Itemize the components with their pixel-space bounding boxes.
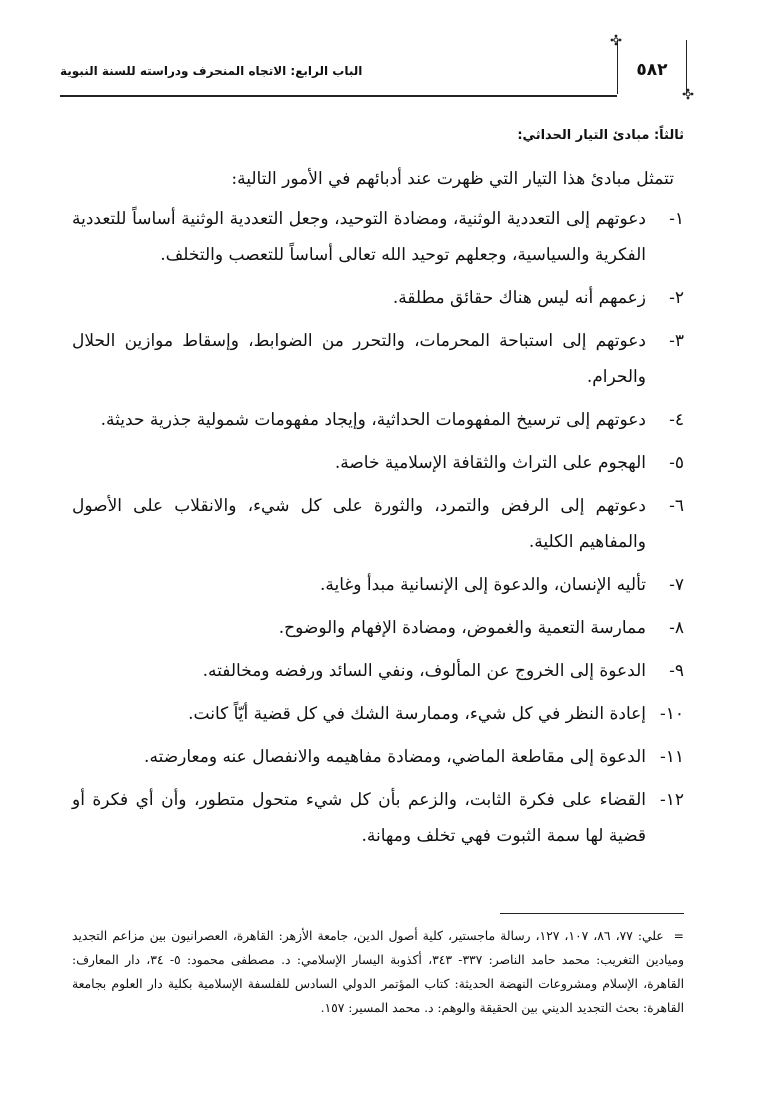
page-number: ٥٨٢ (636, 60, 668, 80)
chapter-title: الباب الرابع: الاتجاه المنحرف ودراسته للسنة النبوية (60, 64, 363, 78)
header-rule (60, 95, 617, 97)
item-number: ٨- (669, 618, 684, 638)
list-item (72, 567, 684, 603)
list-item (72, 488, 684, 560)
floral-ornament-icon (610, 34, 622, 46)
list-item (72, 201, 684, 273)
page-number-box (617, 40, 687, 94)
item-text: الدعوة إلى مقاطعة الماضي، ومضادة مفاهيمه والانفصال عنه ومعارضته. (144, 747, 646, 767)
item-number: ١١- (659, 747, 684, 767)
footnote-continuation-mark: = (673, 929, 684, 943)
item-text: ممارسة التعمية والغموض، ومضادة الإفهام والوضوح. (278, 618, 646, 638)
list-item (72, 323, 684, 395)
item-number: ٤- (669, 410, 684, 430)
main-content (72, 120, 684, 861)
principles-list (72, 201, 684, 854)
item-number: ١- (669, 209, 684, 229)
item-text: إعادة النظر في كل شيء، وممارسة الشك في كل قضية أيّاً كانت. (188, 704, 646, 724)
list-item (72, 402, 684, 438)
floral-ornament-icon (682, 88, 694, 100)
item-text: القضاء على فكرة الثابت، والزعم بأن كل شيء متحول متطور، وأن أي فكرة أو قضية لها سمة الثبوت فهي تخلف ومهانة. (72, 790, 646, 846)
list-item (72, 445, 684, 481)
item-number: ٣- (669, 331, 684, 351)
list-item (72, 782, 684, 854)
item-text: دعوتهم إلى الرفض والتمرد، والثورة على كل شيء، والانقلاب على الأصول والمفاهيم الكلية. (72, 496, 646, 552)
item-number: ٦- (669, 496, 684, 516)
footnote (72, 924, 684, 1020)
item-text: الدعوة إلى الخروج عن المألوف، ونفي السائد ورفضه ومخالفته. (202, 661, 646, 681)
list-item (72, 653, 684, 689)
intro-paragraph: تتمثل مبادئ هذا التيار التي ظهرت عند أدبائهم في الأمور التالية: (231, 169, 674, 189)
item-number: ١٠- (659, 704, 684, 724)
item-text: دعوتهم إلى استباحة المحرمات، والتحرر من الضوابط، وإسقاط موازين الحلال والحرام. (72, 331, 646, 387)
running-header (60, 40, 687, 100)
list-item (72, 696, 684, 732)
item-number: ٩- (669, 661, 684, 681)
item-text: زعمهم أنه ليس هناك حقائق مطلقة. (392, 288, 646, 308)
section-heading: ثالثاً: مبادئ التيار الحداثي: (517, 128, 684, 143)
list-item (72, 610, 684, 646)
footnote-rule (500, 913, 684, 914)
item-number: ١٢- (659, 790, 684, 810)
item-text: الهجوم على التراث والثقافة الإسلامية خاصة. (334, 453, 646, 473)
item-text: تأليه الإنسان، والدعوة إلى الإنسانية مبدأ وغاية. (319, 575, 646, 595)
footnote-text: علي: ٧٧، ٨٦، ١٠٧، ١٢٧، رسالة ماجستير، كلية أصول الدين، جامعة الأزهر: القاهرة، العصرانيون بين مزاعم التجديد وميادين التغريب: محمد حامد الناصر: ٣٣٧- ٣٤٣، أكذوبة اليسار الإسلامي: د. مصطفى محمود: ٥- ٣٤، دار المعارف: القاهرة، الإسلام ومشروعات النهضة الحديثة: كتاب المؤتمر الدولي السادس للفلسفة الإسلامية بكلية دار العلوم بجامعة القاهرة: بحث التجديد الديني بين الحقيقة والوهم: د. محمد المسير: ١٥٧. (72, 929, 684, 1015)
item-number: ٢- (669, 288, 684, 308)
list-item (72, 739, 684, 775)
list-item (72, 280, 684, 316)
item-number: ٥- (669, 453, 684, 473)
item-text: دعوتهم إلى التعددية الوثنية، ومضادة التوحيد، وجعل التعددية الوثنية أساساً للتعددية الفكرية والسياسية، وجعلهم توحيد الله تعالى أساساً للتعصب والتخلف. (72, 209, 646, 265)
item-number: ٧- (669, 575, 684, 595)
item-text: دعوتهم إلى ترسيخ المفهومات الحداثية، وإيجاد مفهومات شمولية جذرية حديثة. (100, 410, 646, 430)
